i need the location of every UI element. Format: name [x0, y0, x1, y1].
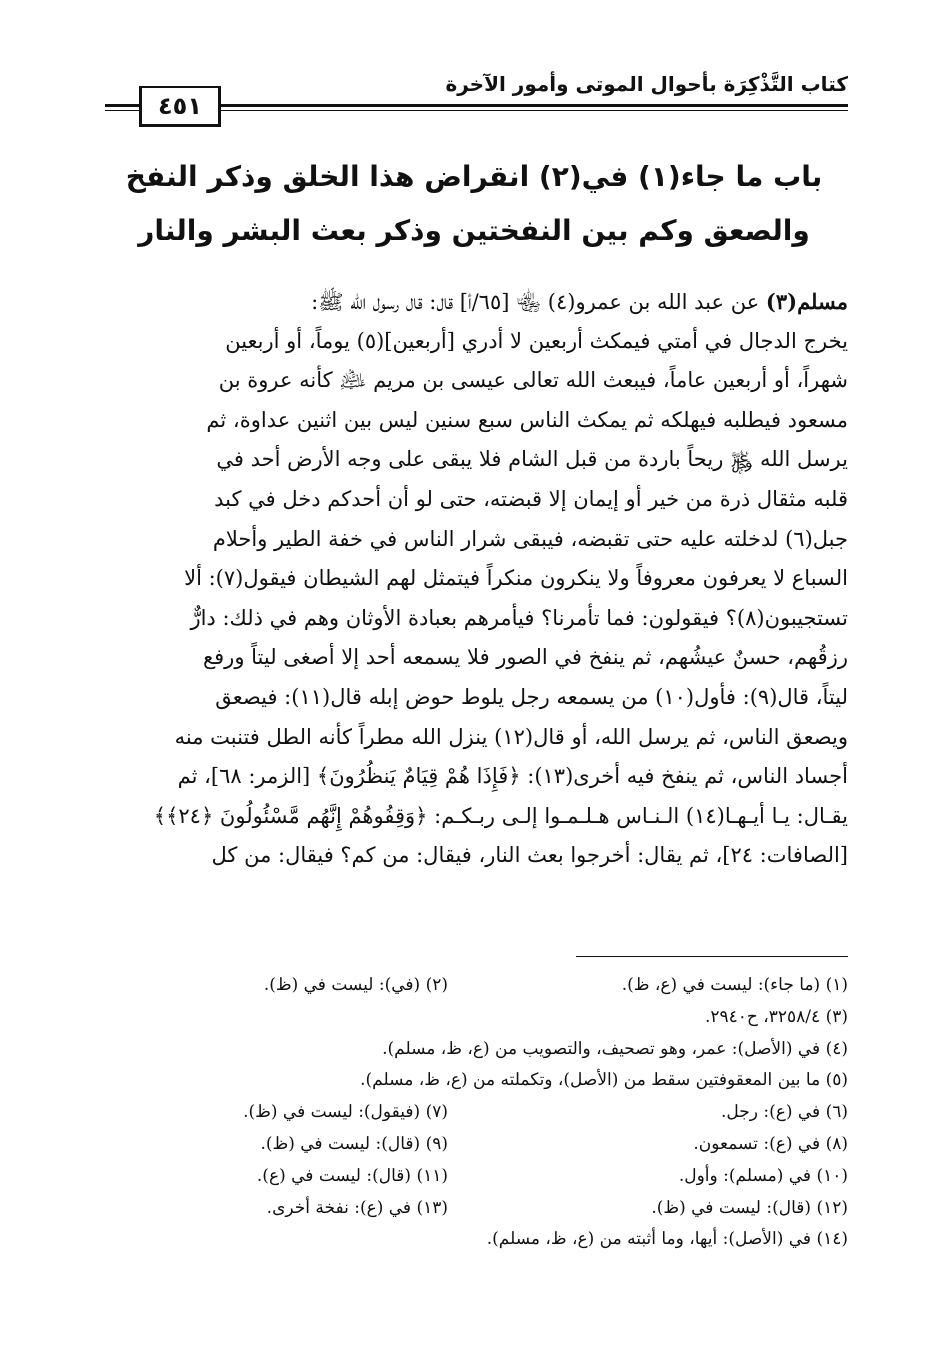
footnote: (١١) (قال): ليست في (ع). — [256, 1165, 448, 1186]
source-label: مسلم(٣) — [765, 289, 848, 314]
footnote: (٢) (في): ليست في (ظ). — [263, 975, 448, 995]
footnote: (٨) في (ع): تسمعون. — [693, 1133, 848, 1154]
footnote-row — [100, 1193, 848, 1225]
footnote: (٦) في (ع): رجل. — [720, 1102, 848, 1123]
chapter-heading — [100, 150, 848, 258]
body-line: السباع لا يعرفون معروفاً ولا ينكرون منكراً فيتمثل لهم الشيطان فيقول(٧): ألا — [184, 566, 848, 591]
body-line — [100, 282, 848, 322]
footnote-row — [100, 1034, 848, 1066]
body-line: ليتاً، قال(٩): فأول(١٠) من يسمعه رجل يلوط حوض إبله قال(١١): فيصعق — [215, 684, 848, 709]
body-text — [100, 282, 848, 876]
footnote: (١٤) في (الأصل): أيها، وما أثبته من (ع، ظ، مسلم). — [486, 1229, 848, 1250]
body-line: قلبه مثقال ذرة من خير أو إيمان إلا قبضته، حتى لو أن أحدكم دخل في كبد — [214, 486, 848, 511]
footnotes — [100, 970, 848, 1256]
footnote: (١) (ما جاء): ليست في (ع، ظ). — [621, 975, 848, 995]
body-line: يقـال: يـا أيـهـا(١٤) الـنـاس هـلـمـوا إلـى ربـكـم: ﴿وَقِفُوهُمْ إِنَّهُم مَّسْئُولُونَ ﴿٢٤﴾﴾ — [153, 803, 848, 828]
chapter-heading-line-2: والصعق وكم بين النفختين وذكر بعث البشر والنار — [138, 214, 810, 247]
body-line: يخرج الدجال في أمتي فيمكث أربعين لا أدري [أربعين](٥) يوماً، أو أربعين — [225, 328, 848, 353]
footnote: (٥) ما بين المعقوفتين سقط من (الأصل)، وتكملته من (ع، ظ، مسلم). — [360, 1070, 848, 1091]
footnote-row — [100, 1002, 848, 1034]
page-number: ٤٥١ — [139, 86, 221, 127]
footnote: (٤) في (الأصل): عمر، وهو تصحيف، والتصويب من (ع، ظ، مسلم). — [382, 1038, 848, 1059]
footnote-separator — [576, 956, 848, 957]
body-line: أجساد الناس، ثم ينفخ فيه أخرى(١٣): ﴿فَإِذَا هُمْ قِيَامٌ يَنظُرُونَ﴾ [الزمر: ٦٨]، ثم — [177, 764, 848, 789]
book-title: كتاب التَّذْكِرَة بأحوال الموتى وأمور الآخرة — [445, 72, 848, 96]
footnote: (٩) (قال): ليست في (ظ). — [260, 1133, 448, 1154]
body-line: [الصافات: ٢٤]، ثم يقال: أخرجوا بعث النار، فيقال: من كم؟ فيقال: من كل — [211, 843, 848, 868]
running-header — [105, 58, 848, 118]
body-line: تستجيبون(٨)؟ فيقولون: فما تأمرنا؟ فيأمرهم بعبادة الأوثان وهم في ذلك: دارٌّ — [190, 605, 848, 630]
footnote: (١٢) (قال): ليست في (ظ). — [651, 1197, 848, 1218]
footnote: (٣) ٣٢٥٨/٤، ح٢٩٤٠. — [704, 1006, 848, 1027]
body-line: جبل(٦) لدخلته عليه حتى تقبضه، فيبقى شرار الناس في خفة الطير وأحلام — [212, 526, 848, 551]
body-line: مسعود فيطلبه فيهلكه ثم يمكث الناس سبع سنين ليس بين اثنين عداوة، ثم — [206, 407, 848, 432]
footnote-row — [100, 1065, 848, 1097]
footnote-row — [100, 1224, 848, 1256]
footnote: (١٣) في (ع): نفخة أخرى. — [266, 1197, 448, 1218]
chapter-heading-line-1: باب ما جاء(١) في(٢) انقراض هذا الخلق وذكر النفخ — [125, 160, 823, 193]
footnote: (٧) (فيقول): ليست في (ظ). — [243, 1102, 448, 1123]
body-line: شهراً، أو أربعين عاماً، فيبعث الله تعالى عيسى بن مريم ﵇ كأنه عروة بن — [218, 368, 848, 393]
footnote-row — [100, 1097, 848, 1129]
body-line-text: عن عبد الله بن عمرو(٤) ﵄ [٦٥/أ] قال: قال رسول الله ﷺ: — [311, 290, 766, 314]
footnote-row — [100, 1161, 848, 1193]
body-line: ويصعق الناس، ثم يرسل الله، أو قال(١٢) ينزل الله مطراً كأنه الطل فتنبت منه — [174, 724, 848, 749]
footnote: (١٠) في (مسلم): وأول. — [678, 1165, 848, 1186]
footnote-row — [100, 970, 848, 1002]
footnote-row — [100, 1129, 848, 1161]
body-line: رزقُهم، حسنٌ عيشُهم، ثم ينفخ في الصور فلا يسمعه أحد إلا أصغى ليتاً ورفع — [202, 645, 848, 670]
body-line: يرسل الله ﷿ ريحاً باردة من قبل الشام فلا يبقى على وجه الأرض أحد في — [216, 447, 848, 472]
